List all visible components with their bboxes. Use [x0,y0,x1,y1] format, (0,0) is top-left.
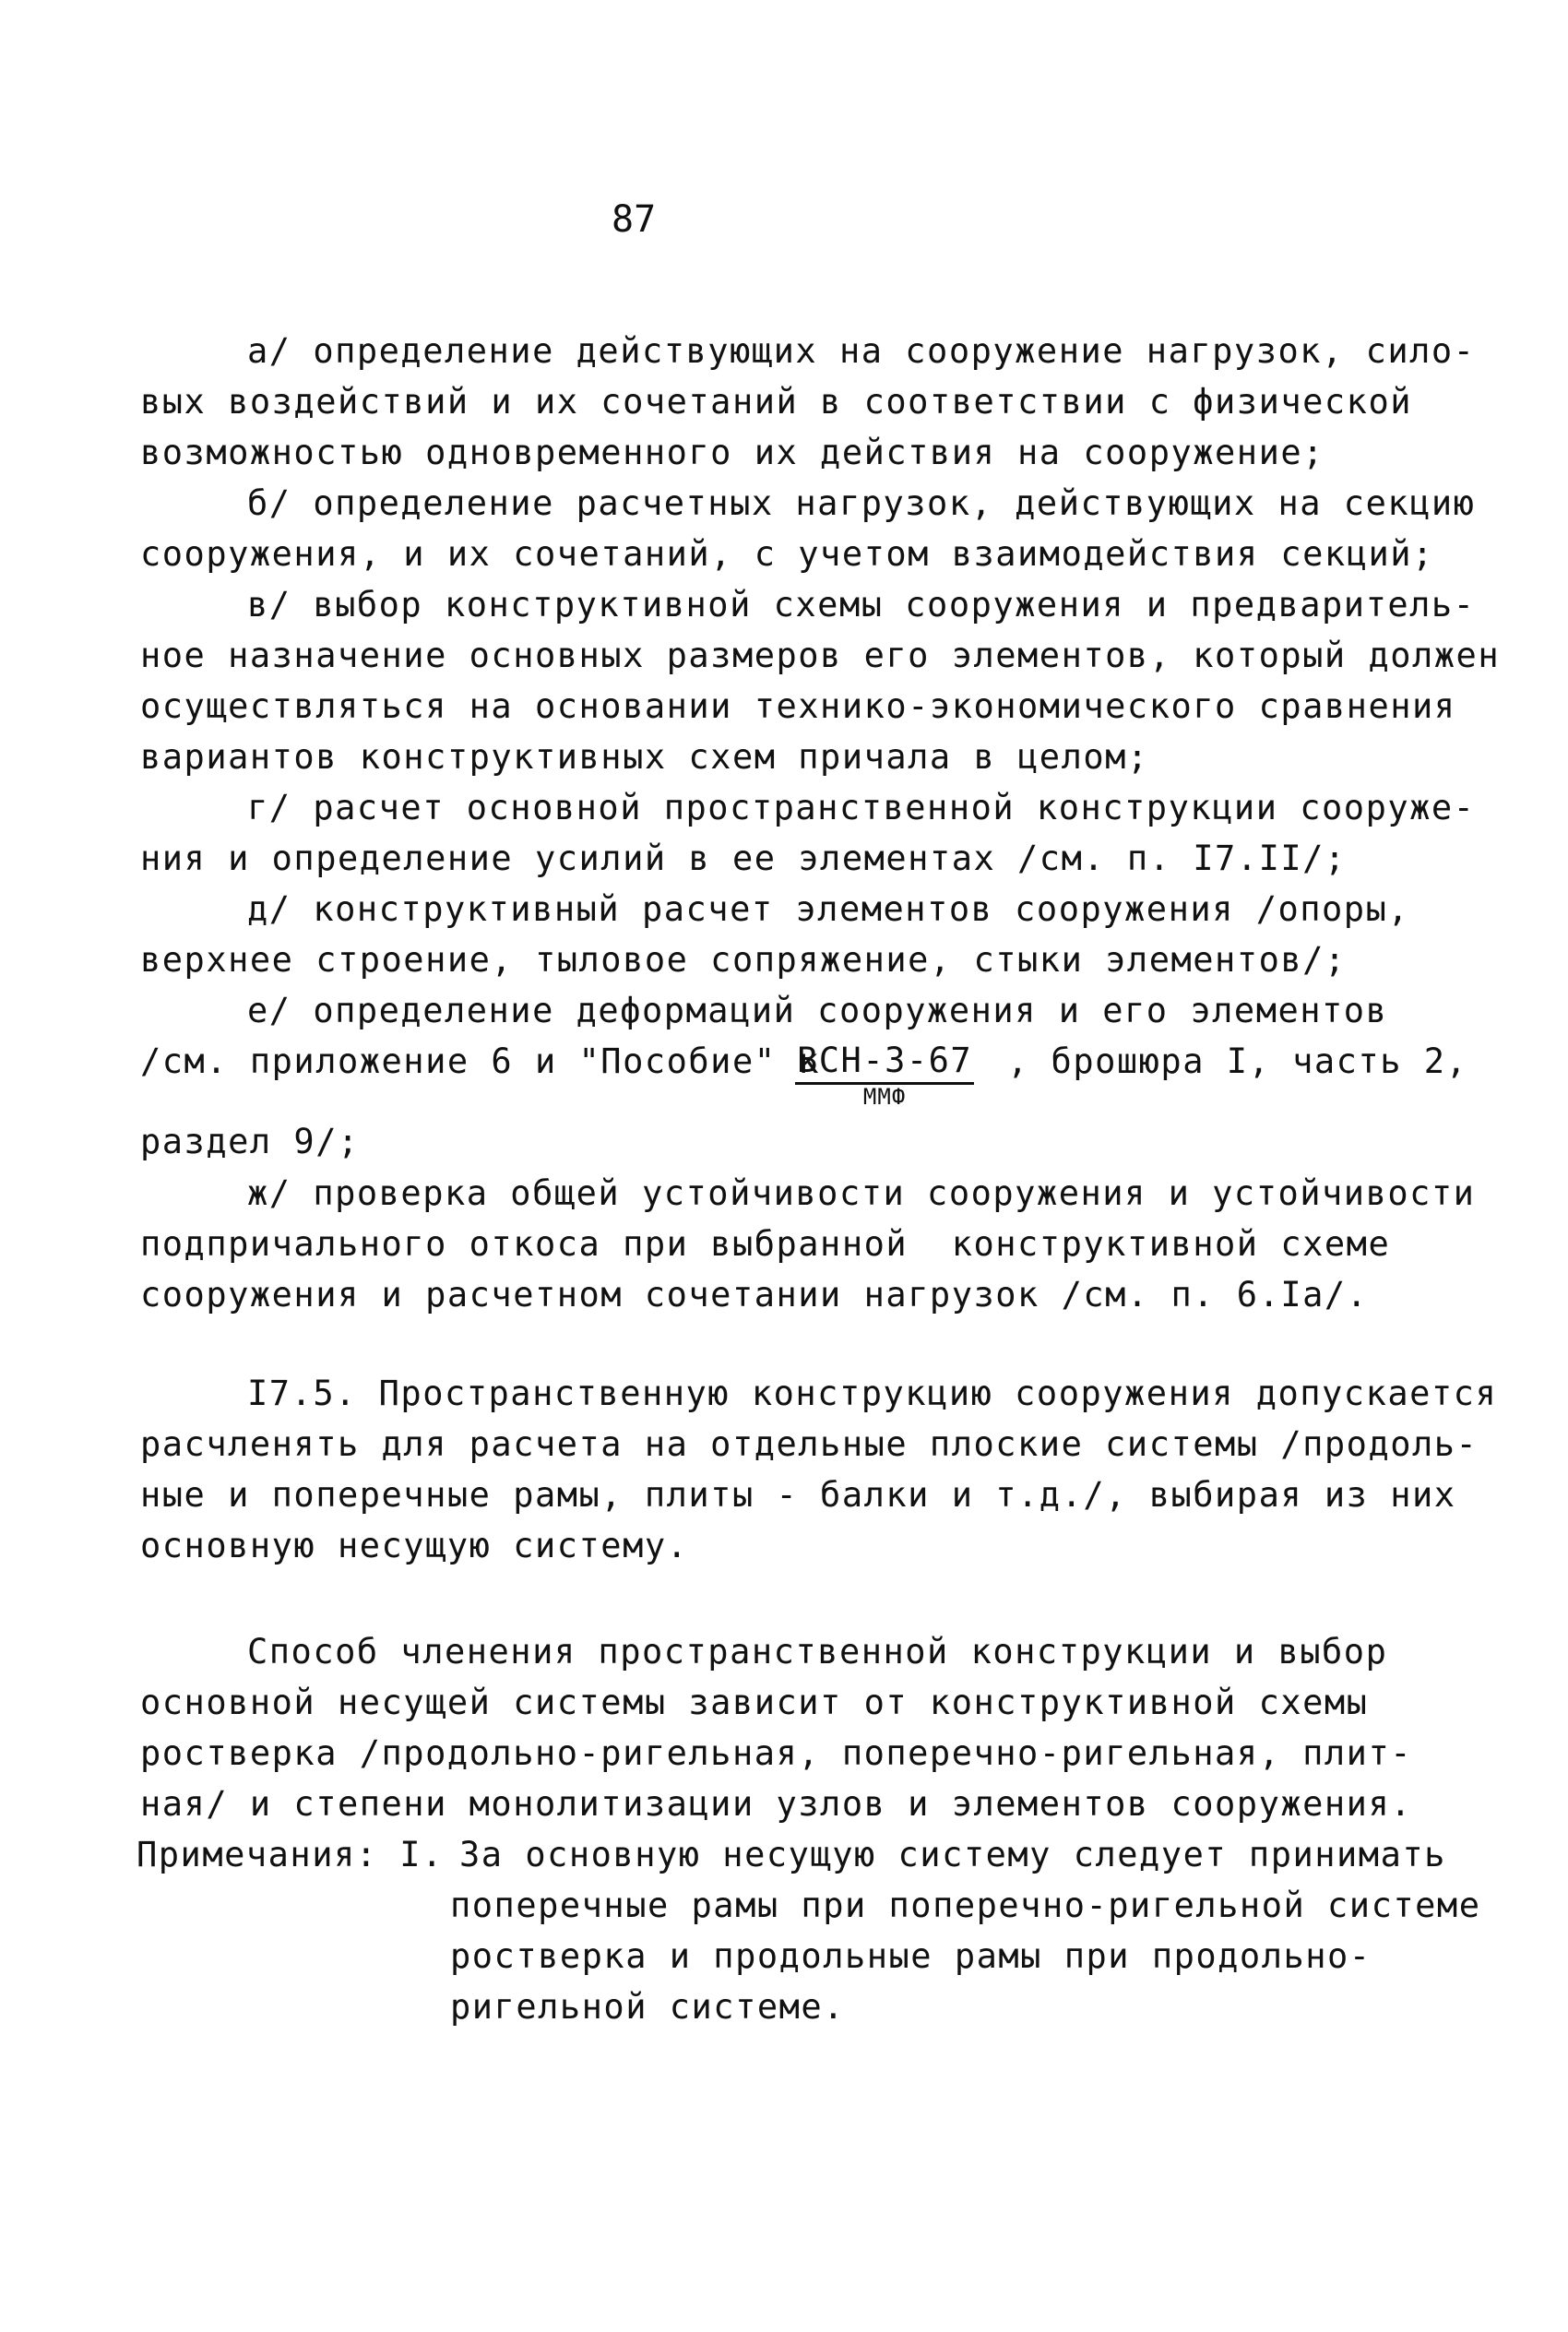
item-a-line-2: вых воздействий и их сочетаний в соответствии с физической [140,382,1413,422]
item-e-line-2-end: , брошюра I, часть 2, [1007,1041,1468,1081]
item-b-line-2: сооружения, и их сочетаний, с учетом взаимодействия секций; [140,534,1434,574]
item-zh-line-1: ж/ проверка общей устойчивости сооружения и устойчивости [247,1173,1476,1213]
item-v-line-1: в/ выбор конструктивной схемы сооружения и предваритель- [247,585,1476,625]
note-line-3: ростверка и продольные рамы при продольно- [450,1936,1372,1976]
item-d-line-1: д/ конструктивный расчет элементов сооружения /опоры, [247,889,1410,929]
item-d-line-2: верхнее строение, тыловое сопряжение, стыки элементов/; [140,940,1347,980]
paragraph-line-4: ная/ и степени монолитизации узлов и элементов сооружения. [140,1784,1413,1824]
paragraph-line-2: основной несущей системы зависит от конструктивной схемы [140,1683,1369,1722]
item-zh-line-3: сооружения и расчетном сочетании нагрузок /см. п. 6.Iа/. [140,1275,1369,1315]
fraction-denominator: ММФ [862,1084,907,1110]
section-17-5-line-1: I7.5. Пространственную конструкцию сооружения допускается [247,1374,1498,1413]
item-e-line-2-start: /см. приложение 6 и "Пособие" к [140,1041,821,1081]
note-line-1: За основную несущую систему следует принимать [459,1835,1446,1874]
item-e-line-3: раздел 9/; [140,1122,360,1161]
item-g-line-1: г/ расчет основной пространственной конструкции сооруже- [247,788,1476,827]
section-17-5-line-3: ные и поперечные рамы, плиты - балки и т.д./, выбирая из них [140,1475,1456,1515]
paragraph-line-1: Способ членения пространственной конструкции и выбор [247,1632,1388,1672]
item-v-line-2: ное назначение основных размеров его элементов, который должен [140,636,1501,675]
document-reference-fraction [795,1040,974,1109]
page-number: 87 [612,198,657,241]
note-line-4: ригельной системе. [450,1987,845,2027]
note-line-2: поперечные рамы при поперечно-ригельной системе [450,1886,1481,1925]
fraction-numerator: ВСН-3-67 [795,1040,974,1085]
item-zh-line-2: подпричального откоса при выбранной конструктивной схеме [140,1224,1391,1264]
item-v-line-4: вариантов конструктивных схем причала в целом; [140,737,1149,777]
item-g-line-2: ния и определение усилий в ее элементах /см. п. I7.II/; [140,839,1347,878]
item-v-line-3: осуществляться на основании технико-экономического сравнения [140,686,1456,726]
item-e-line-1: е/ определение деформаций сооружения и его элементов [247,991,1388,1030]
item-b-line-1: б/ определение расчетных нагрузок, действующих на секцию [247,483,1476,523]
section-17-5-line-4: основную несущую систему. [140,1526,689,1565]
item-a-line-1: а/ определение действующих на сооружение нагрузок, сило- [247,331,1476,371]
item-a-line-3: возможностью одновременного их действия на сооружение; [140,433,1324,472]
section-17-5-line-2: расчленять для расчета на отдельные плоские системы /продоль- [140,1424,1479,1464]
paragraph-line-3: ростверка /продольно-ригельная, поперечно-ригельная, плит- [140,1733,1413,1773]
note-label: Примечания: I. [137,1835,444,1874]
